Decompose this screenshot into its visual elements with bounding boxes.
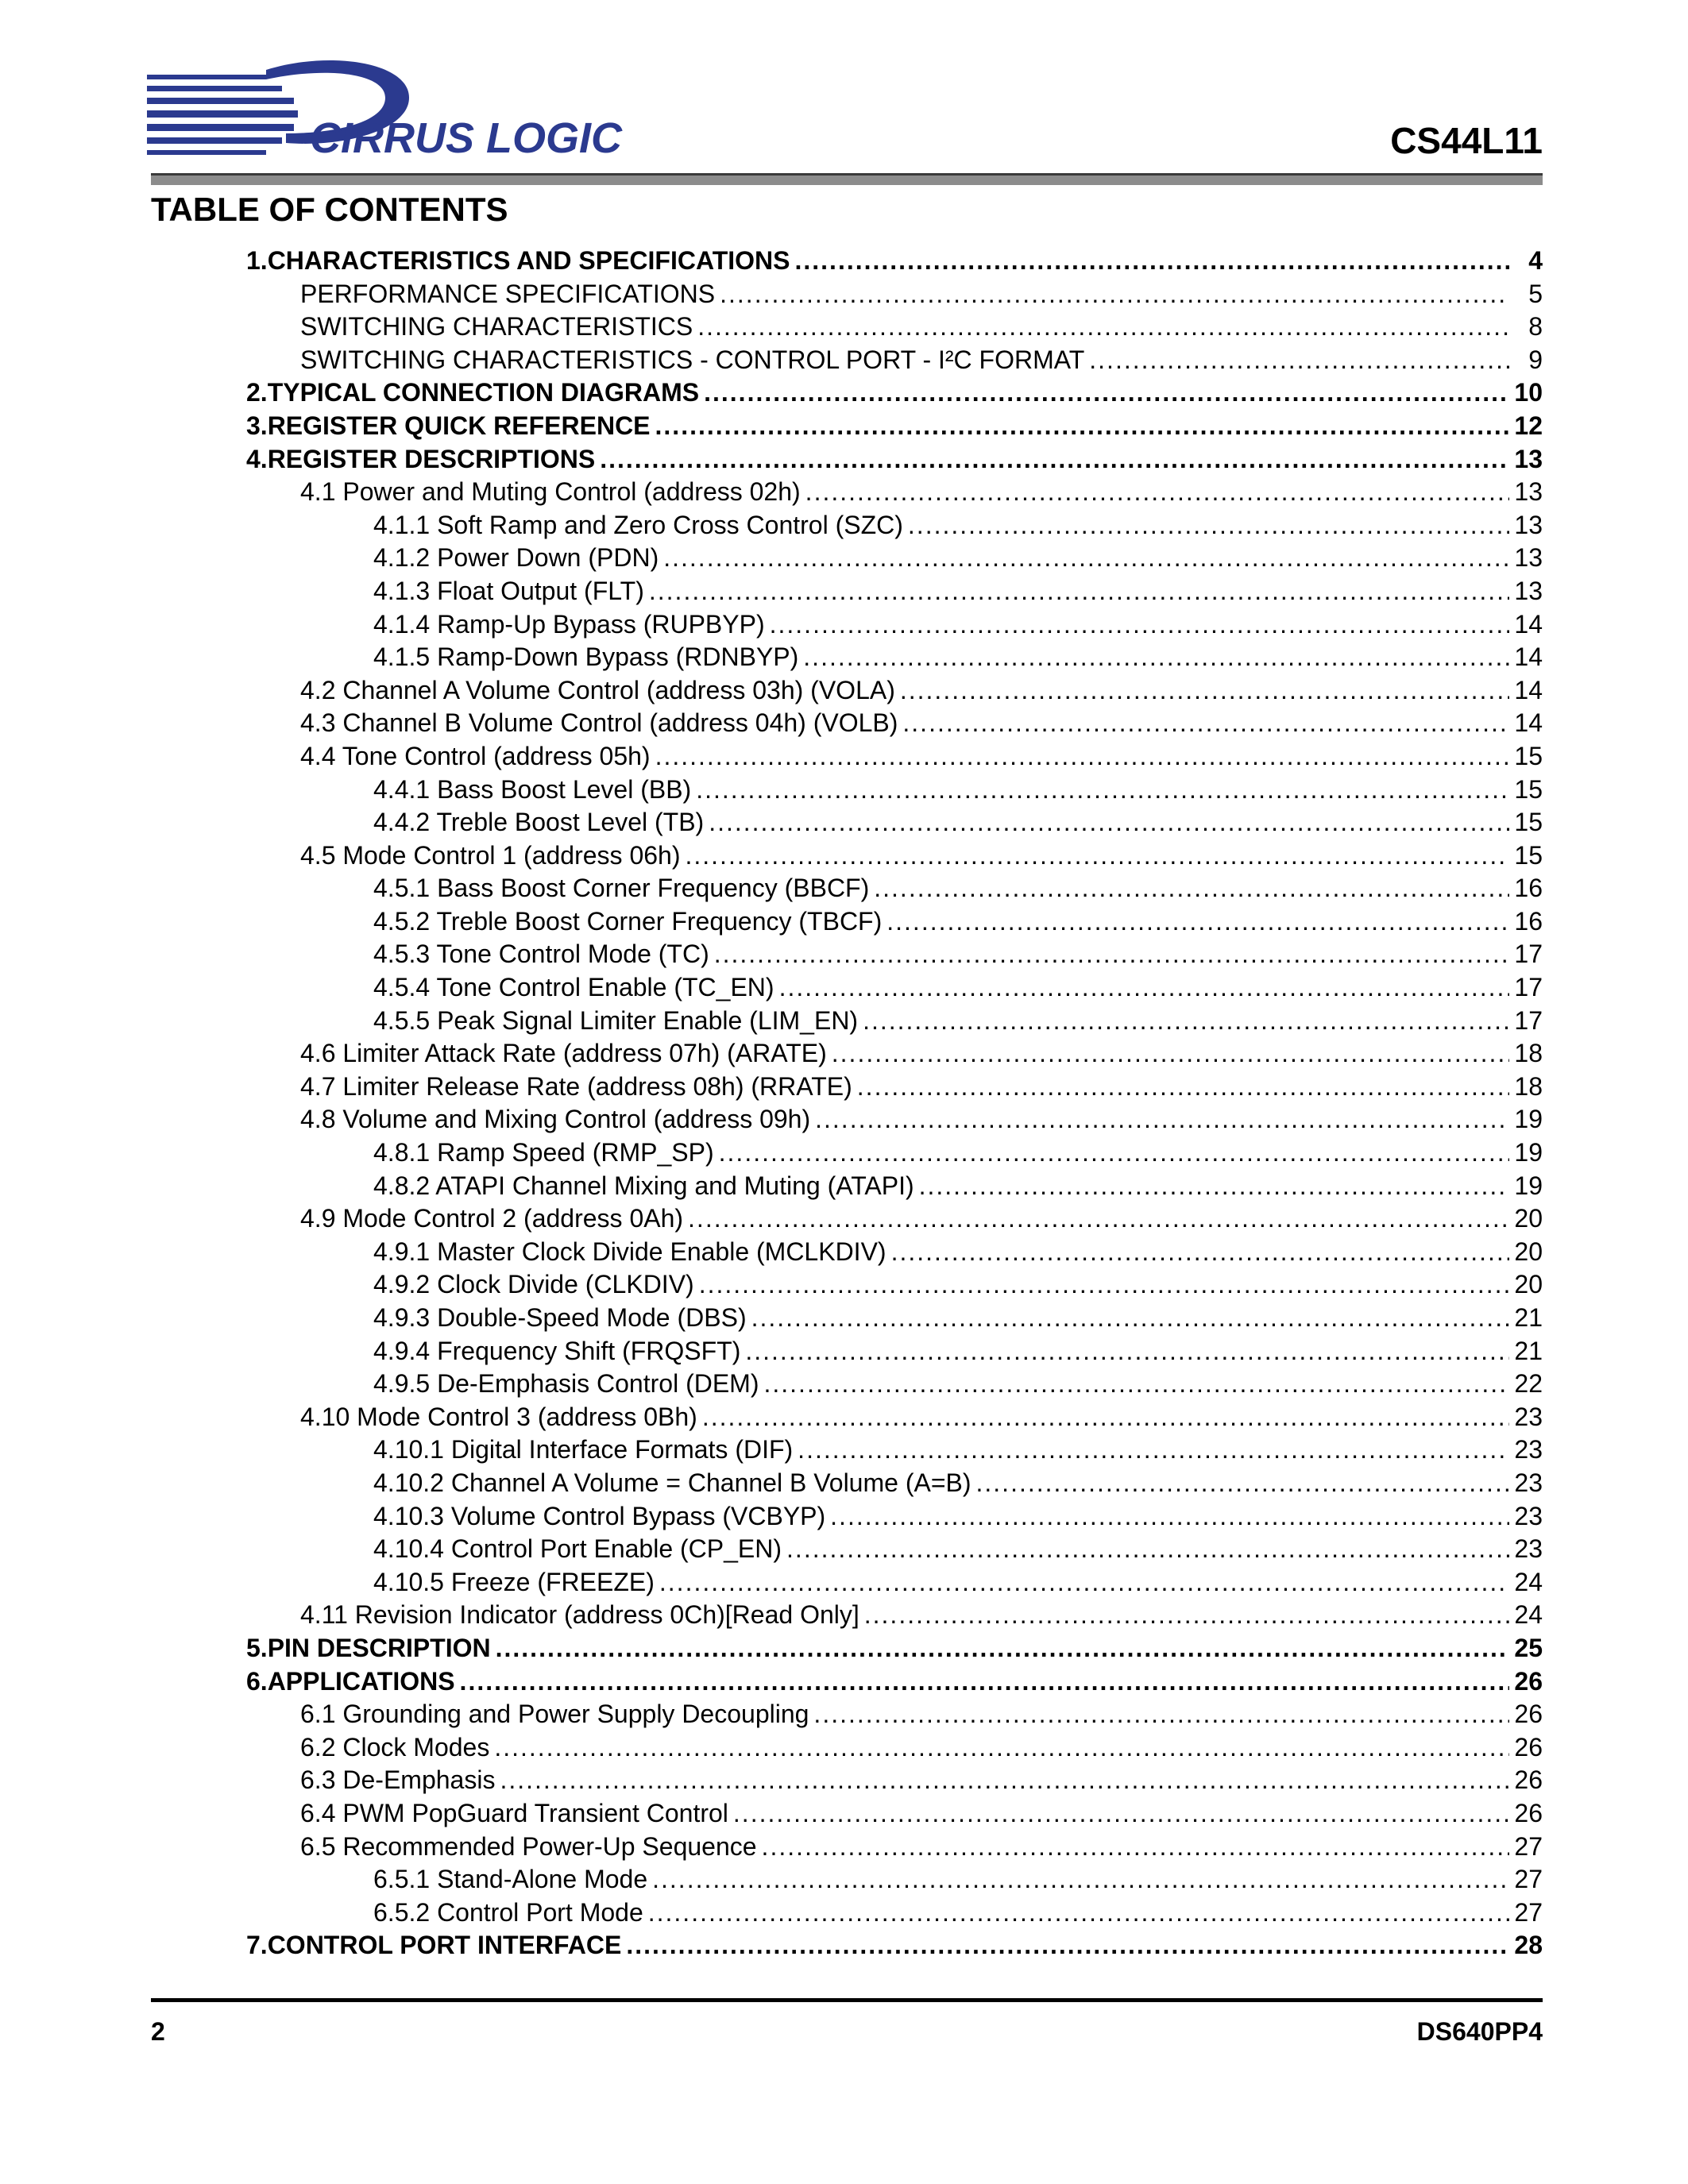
toc-leader-dots: [803, 641, 1509, 674]
toc-entry[interactable]: [246, 376, 1543, 410]
toc-entry-page: 17: [1514, 940, 1543, 969]
toc-leader-dots: [864, 1599, 1509, 1632]
toc-leader-dots: [600, 443, 1509, 477]
toc-entry-title: 4.5.5 Peak Signal Limiter Enable (LIM_EN): [373, 1005, 859, 1035]
toc-entry-title: 4.10.2 Channel A Volume = Channel B Volume (A=B): [373, 1468, 971, 1497]
toc-leader-dots: [874, 872, 1509, 905]
toc-leader-dots: [702, 1401, 1509, 1434]
toc-entry-page: 27: [1514, 1865, 1543, 1894]
toc-entry[interactable]: [246, 1368, 1543, 1401]
toc-entry-page: 14: [1514, 642, 1543, 672]
toc-leader-dots: [688, 1202, 1509, 1236]
toc-leader-dots: [649, 575, 1509, 608]
toc-entry[interactable]: [246, 1764, 1543, 1797]
toc-entry[interactable]: [246, 1103, 1543, 1136]
toc-leader-dots: [900, 674, 1509, 708]
toc-entry[interactable]: [246, 905, 1543, 939]
toc-entry-page: 13: [1514, 444, 1543, 473]
document-code: DS640PP4: [1416, 2017, 1543, 2046]
toc-entry-page: 5: [1528, 279, 1543, 308]
toc-entry-title: CONTROL PORT INTERFACE: [267, 1931, 622, 1960]
toc-entry[interactable]: [246, 608, 1543, 642]
toc-entry-page: 15: [1514, 774, 1543, 804]
toc-entry-page: 26: [1514, 1700, 1543, 1729]
toc-entry-page: 23: [1514, 1534, 1543, 1564]
toc-entry[interactable]: [246, 674, 1543, 708]
toc-leader-dots: [830, 1500, 1509, 1534]
toc-entry-page: 10: [1514, 378, 1543, 407]
toc-entry-title: 4.1 Power and Muting Control (address 02h): [300, 477, 801, 507]
toc-entry-title: 4.1.2 Power Down (PDN): [373, 543, 659, 573]
toc-entry[interactable]: [246, 707, 1543, 740]
header-rule: [151, 173, 1543, 185]
toc-entry[interactable]: [246, 542, 1543, 575]
toc-entry-page: 28: [1514, 1931, 1543, 1960]
toc-entry-page: 19: [1514, 1105, 1543, 1134]
toc-entry-page: 27: [1514, 1831, 1543, 1861]
toc-entry[interactable]: [246, 1401, 1543, 1434]
toc-leader-dots: [805, 476, 1509, 509]
page-number: 2: [151, 2017, 165, 2046]
toc-entry[interactable]: [246, 344, 1543, 377]
toc-leader-dots: [794, 245, 1509, 278]
toc-entry[interactable]: [246, 1500, 1543, 1534]
toc-entry[interactable]: [246, 311, 1543, 344]
toc-entry-title: REGISTER DESCRIPTIONS: [267, 444, 596, 473]
toc-entry[interactable]: [246, 1797, 1543, 1831]
toc-entry-title: 4.4.2 Treble Boost Level (TB): [373, 808, 705, 837]
toc-entry[interactable]: [246, 575, 1543, 608]
toc-leader-dots: [1089, 344, 1509, 377]
toc-entry-title: 4.11 Revision Indicator (address 0Ch)[Read Only]: [300, 1600, 859, 1630]
toc-leader-dots: [655, 740, 1509, 774]
toc-leader-dots: [770, 608, 1509, 642]
toc-entry-page: 13: [1514, 576, 1543, 605]
toc-entry-title: 6.3 De-Emphasis: [300, 1765, 496, 1795]
toc-entry[interactable]: [246, 938, 1543, 971]
toc-entry-title: 4.1.1 Soft Ramp and Zero Cross Control (SZC): [373, 510, 903, 539]
toc-entry-page: 13: [1514, 510, 1543, 539]
toc-entry[interactable]: [246, 1236, 1543, 1269]
toc-entry-page: 4: [1528, 246, 1543, 275]
toc-entry-title: SWITCHING CHARACTERISTICS: [300, 312, 693, 341]
toc-entry-title: PIN DESCRIPTION: [267, 1633, 491, 1662]
toc-entry-page: 26: [1514, 1666, 1543, 1696]
toc-entry[interactable]: [246, 1863, 1543, 1897]
toc-heading: TABLE OF CONTENTS: [151, 191, 508, 228]
toc-entry[interactable]: [246, 410, 1543, 443]
toc-entry-title: 4.8 Volume and Mixing Control (address 09h): [300, 1105, 811, 1134]
toc-entry-page: 14: [1514, 609, 1543, 639]
toc-leader-dots: [697, 311, 1509, 344]
toc-entry-page: 20: [1514, 1270, 1543, 1299]
toc-entry-number: 4.: [246, 444, 268, 473]
toc-entry-page: 23: [1514, 1435, 1543, 1464]
toc-entry-title: 4.3 Channel B Volume Control (address 04h) (VOLB): [300, 708, 898, 738]
toc-entry[interactable]: [246, 971, 1543, 1005]
toc-entry-title: REGISTER QUICK REFERENCE: [267, 411, 651, 440]
toc-entry-page: 12: [1514, 411, 1543, 440]
toc-entry-page: 16: [1514, 906, 1543, 936]
toc-entry-number: 7.: [246, 1931, 268, 1960]
toc-entry[interactable]: [246, 1433, 1543, 1467]
toc-entry-title: 4.7 Limiter Release Rate (address 08h) (RRATE): [300, 1071, 852, 1101]
toc-entry-page: 16: [1514, 874, 1543, 903]
toc-leader-dots: [626, 1929, 1509, 1962]
toc-entry-number: 1.: [246, 246, 268, 275]
toc-leader-dots: [709, 806, 1509, 839]
toc-entry-title: 4.6 Limiter Attack Rate (address 07h) (ARATE): [300, 1039, 827, 1068]
toc-entry-page: 13: [1514, 477, 1543, 507]
toc-leader-dots: [655, 410, 1509, 443]
toc-entry-page: 20: [1514, 1204, 1543, 1233]
toc-entry-title: 4.5.2 Treble Boost Corner Frequency (TBCF): [373, 906, 883, 936]
toc-entry-number: 6.: [246, 1666, 268, 1696]
toc-leader-dots: [763, 1368, 1509, 1401]
toc-entry-page: 15: [1514, 808, 1543, 837]
toc-entry-title: 4.9.4 Frequency Shift (FRQSFT): [373, 1336, 741, 1365]
toc-leader-dots: [496, 1632, 1509, 1665]
toc-leader-dots: [696, 774, 1509, 807]
toc-entry[interactable]: [246, 476, 1543, 509]
toc-leader-dots: [704, 376, 1509, 410]
toc-entry-title: 4.5 Mode Control 1 (address 06h): [300, 840, 681, 870]
toc-entry-title: 4.4.1 Bass Boost Level (BB): [373, 774, 692, 804]
toc-leader-dots: [494, 1731, 1509, 1765]
toc-entry-title: 6.5 Recommended Power-Up Sequence: [300, 1831, 757, 1861]
cirrus-logic-logo: [147, 54, 639, 173]
toc-entry-page: 14: [1514, 675, 1543, 704]
toc-leader-dots: [891, 1236, 1509, 1269]
toc-entry[interactable]: [246, 1268, 1543, 1302]
toc-entry-title: 4.1.5 Ramp-Down Bypass (RDNBYP): [373, 642, 799, 672]
toc-entry-page: 9: [1528, 345, 1543, 374]
toc-entry[interactable]: [246, 509, 1543, 542]
toc-entry-page: 26: [1514, 1765, 1543, 1795]
toc-leader-dots: [460, 1665, 1509, 1699]
toc-entry-number: 3.: [246, 411, 268, 440]
toc-leader-dots: [779, 971, 1509, 1005]
toc-leader-dots: [813, 1698, 1509, 1731]
toc-leader-dots: [863, 1005, 1509, 1038]
toc-entry[interactable]: [246, 872, 1543, 905]
toc-entry-title: 6.4 PWM PopGuard Transient Control: [300, 1798, 728, 1827]
toc-entry-page: 17: [1514, 1005, 1543, 1035]
toc-entry[interactable]: [246, 1302, 1543, 1335]
toc-entry[interactable]: [246, 1037, 1543, 1071]
toc-leader-dots: [652, 1863, 1509, 1897]
toc-entry-title: 4.10.3 Volume Control Bypass (VCBYP): [373, 1501, 826, 1530]
toc-entry-page: 15: [1514, 741, 1543, 770]
toc-leader-dots: [648, 1897, 1509, 1930]
toc-entry-title: CHARACTERISTICS AND SPECIFICATIONS: [267, 246, 790, 275]
toc-entry-page: 21: [1514, 1303, 1543, 1332]
toc-leader-dots: [714, 938, 1509, 971]
toc-entry-title: 4.8.1 Ramp Speed (RMP_SP): [373, 1138, 714, 1167]
toc-entry[interactable]: [246, 1698, 1543, 1731]
toc-entry-page: 23: [1514, 1468, 1543, 1497]
svg-text:CIRRUS LOGIC: CIRRUS LOGIC: [310, 114, 623, 162]
toc-entry-title: 4.10.1 Digital Interface Formats (DIF): [373, 1435, 794, 1464]
toc-entry-page: 23: [1514, 1501, 1543, 1530]
toc-entry[interactable]: [246, 641, 1543, 674]
toc-entry-title: 4.4 Tone Control (address 05h): [300, 741, 651, 770]
toc-entry-page: 13: [1514, 543, 1543, 573]
toc-entry-number: 2.: [246, 378, 268, 407]
toc-leader-dots: [685, 839, 1509, 873]
toc-leader-dots: [720, 278, 1509, 311]
toc-entry-title: 4.9.2 Clock Divide (CLKDIV): [373, 1270, 694, 1299]
toc-entry-title: 4.5.4 Tone Control Enable (TC_EN): [373, 973, 774, 1002]
toc-entry-title: 4.5.1 Bass Boost Corner Frequency (BBCF): [373, 874, 870, 903]
toc-entry-page: 24: [1514, 1600, 1543, 1630]
toc-entry-title: SWITCHING CHARACTERISTICS - CONTROL PORT - I²C FORMAT: [300, 345, 1085, 374]
toc-entry-title: TYPICAL CONNECTION DIAGRAMS: [267, 378, 700, 407]
toc-entry[interactable]: [246, 1467, 1543, 1500]
toc-entry[interactable]: [246, 245, 1543, 278]
toc-entry-title: 4.8.2 ATAPI Channel Mixing and Muting (ATAPI): [373, 1171, 914, 1200]
toc-leader-dots: [745, 1335, 1509, 1368]
toc-entry-title: 4.1.3 Float Output (FLT): [373, 576, 644, 605]
toc-entry-title: APPLICATIONS: [267, 1666, 455, 1696]
toc-entry-page: 18: [1514, 1039, 1543, 1068]
toc-entry-page: 19: [1514, 1138, 1543, 1167]
toc-entry-page: 26: [1514, 1798, 1543, 1827]
toc-entry-title: 4.2 Channel A Volume Control (address 03h) (VOLA): [300, 675, 895, 704]
toc-entry-page: 18: [1514, 1071, 1543, 1101]
toc-entry[interactable]: [246, 1071, 1543, 1104]
toc-entry-page: 19: [1514, 1171, 1543, 1200]
toc-entry-title: 4.10 Mode Control 3 (address 0Bh): [300, 1402, 697, 1431]
toc-leader-dots: [751, 1302, 1509, 1335]
toc-leader-dots: [762, 1831, 1509, 1864]
toc-entry[interactable]: [246, 839, 1543, 873]
toc-leader-dots: [886, 905, 1509, 939]
toc-entry-title: 4.10.5 Freeze (FREEZE): [373, 1567, 655, 1596]
toc-entry-title: 4.1.4 Ramp-Up Bypass (RUPBYP): [373, 609, 765, 639]
toc-entry[interactable]: [246, 443, 1543, 477]
toc-entry[interactable]: [246, 1335, 1543, 1368]
toc-entry-page: 27: [1514, 1897, 1543, 1927]
toc-entry[interactable]: [246, 1665, 1543, 1699]
toc-entry-title: 4.9.3 Double-Speed Mode (DBS): [373, 1303, 747, 1332]
toc-entry-page: 22: [1514, 1369, 1543, 1399]
toc-entry-title: 6.2 Clock Modes: [300, 1732, 490, 1761]
toc-entry-title: 4.9.5 De-Emphasis Control (DEM): [373, 1369, 759, 1399]
toc-entry[interactable]: [246, 1897, 1543, 1930]
footer-rule: [151, 1998, 1543, 2002]
table-of-contents: [246, 245, 1543, 1962]
toc-entry-title: 6.5.1 Stand-Alone Mode: [373, 1865, 648, 1894]
toc-entry-page: 24: [1514, 1567, 1543, 1596]
toc-entry-title: 4.9.1 Master Clock Divide Enable (MCLKDIV): [373, 1237, 886, 1266]
toc-entry[interactable]: [246, 1170, 1543, 1203]
toc-leader-dots: [976, 1467, 1510, 1500]
toc-entry[interactable]: [246, 278, 1543, 311]
toc-leader-dots: [815, 1103, 1509, 1136]
toc-entry[interactable]: [246, 774, 1543, 807]
toc-entry[interactable]: [246, 1929, 1543, 1962]
toc-entry[interactable]: [246, 806, 1543, 839]
toc-entry[interactable]: [246, 1005, 1543, 1038]
toc-entry-page: 23: [1514, 1402, 1543, 1431]
toc-entry[interactable]: [246, 1533, 1543, 1566]
toc-entry-page: 21: [1514, 1336, 1543, 1365]
toc-leader-dots: [832, 1037, 1509, 1071]
toc-entry-title: PERFORMANCE SPECIFICATIONS: [300, 279, 716, 308]
toc-entry-number: 5.: [246, 1633, 268, 1662]
toc-entry-page: 26: [1514, 1732, 1543, 1761]
toc-entry-title: 6.1 Grounding and Power Supply Decoupling: [300, 1700, 809, 1729]
toc-entry-title: 6.5.2 Control Port Mode: [373, 1897, 643, 1927]
toc-leader-dots: [798, 1433, 1509, 1467]
toc-entry-title: 4.9 Mode Control 2 (address 0Ah): [300, 1204, 684, 1233]
toc-leader-dots: [902, 707, 1509, 740]
toc-entry[interactable]: [246, 1831, 1543, 1864]
toc-entry[interactable]: [246, 740, 1543, 774]
document-id: CS44L11: [1390, 120, 1543, 161]
toc-leader-dots: [719, 1136, 1509, 1170]
toc-entry-page: 17: [1514, 973, 1543, 1002]
toc-leader-dots: [733, 1797, 1509, 1831]
toc-entry[interactable]: [246, 1566, 1543, 1599]
toc-entry[interactable]: [246, 1202, 1543, 1236]
toc-leader-dots: [500, 1764, 1509, 1797]
toc-leader-dots: [659, 1566, 1509, 1599]
toc-entry-page: 8: [1528, 312, 1543, 341]
toc-entry-page: 15: [1514, 840, 1543, 870]
toc-entry[interactable]: [246, 1599, 1543, 1632]
toc-leader-dots: [786, 1533, 1509, 1566]
toc-entry-page: 14: [1514, 708, 1543, 738]
toc-entry[interactable]: [246, 1136, 1543, 1170]
toc-entry[interactable]: [246, 1632, 1543, 1665]
toc-entry[interactable]: [246, 1731, 1543, 1765]
toc-entry-page: 20: [1514, 1237, 1543, 1266]
toc-entry-title: 4.5.3 Tone Control Mode (TC): [373, 940, 709, 969]
toc-leader-dots: [699, 1268, 1509, 1302]
toc-entry-page: 25: [1514, 1633, 1543, 1662]
toc-leader-dots: [857, 1071, 1509, 1104]
toc-leader-dots: [908, 509, 1509, 542]
toc-entry-title: 4.10.4 Control Port Enable (CP_EN): [373, 1534, 782, 1564]
toc-leader-dots: [663, 542, 1509, 575]
toc-leader-dots: [919, 1170, 1509, 1203]
